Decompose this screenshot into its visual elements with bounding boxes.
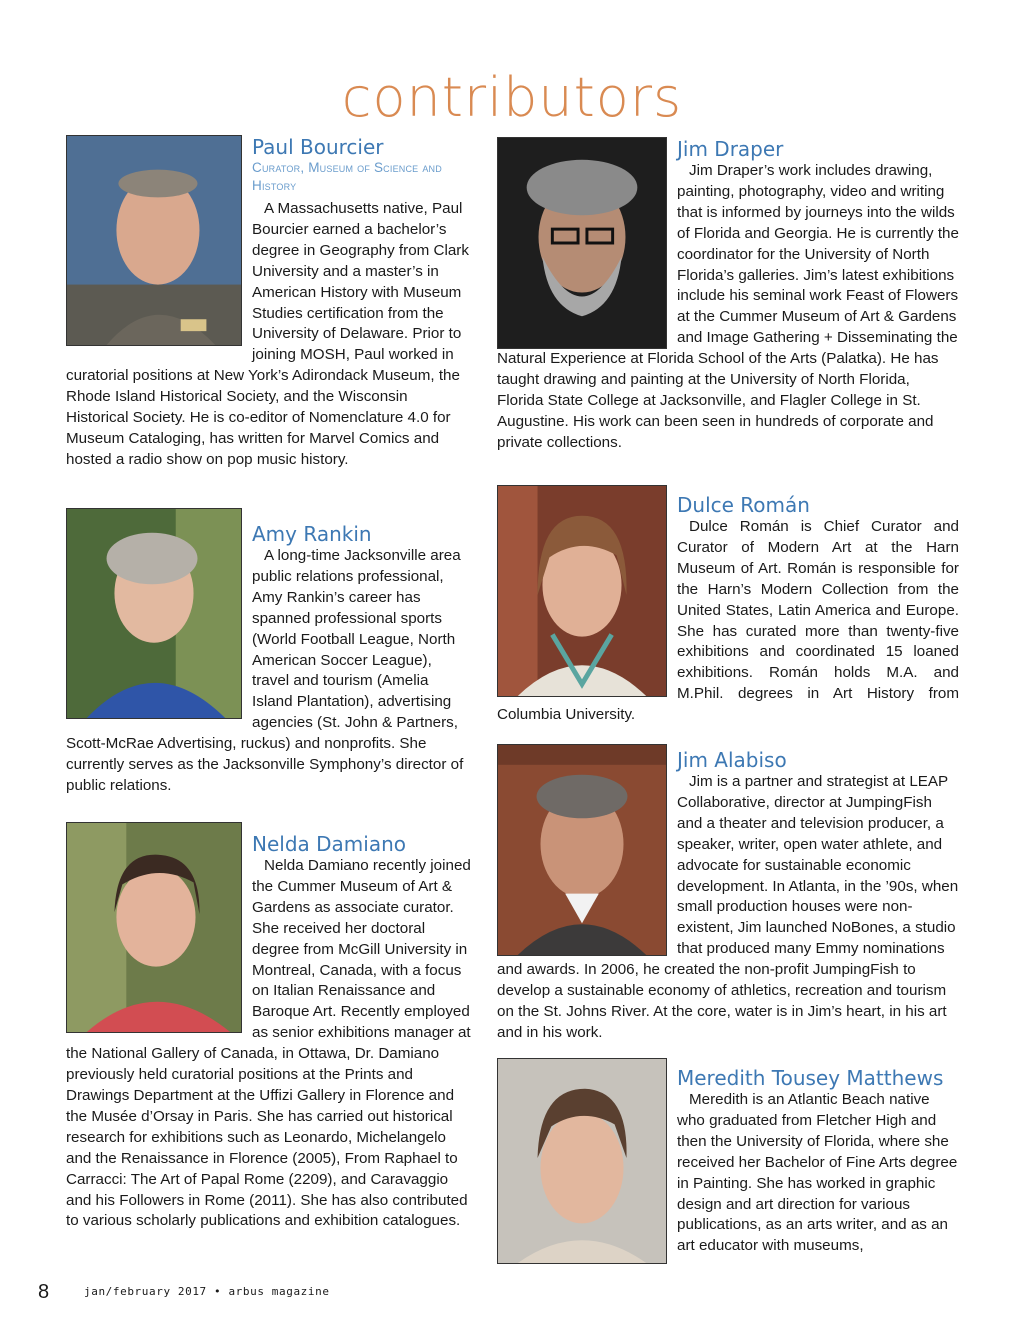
- contributor-bio: A Massachusetts native, Paul Bourcier earned a bachelor’s degree in Geography from Clark University and a master’s in American History with Museum Studies certification from the University of Delaware. Prior to joining MOSH, Paul worked in curatorial positions at New York’s Adirondack Museum, the Rhode Island Historical Society, and the Wisconsin Historical Society. He is co-editor of Nomenclature 4.0 for Museum Cataloging, has written for Marvel Comics and hosted a radio show on pop music history.: [66, 200, 469, 468]
- contributor-bio: Dulce Román is Chief Curator and Curator of Modern Art at the Harn Museum of Art. Román is responsible for the Harn’s Modern Collection from the United States, Latin America and Europe. She has curated more than twenty-five exhibitions and coordinated 15 loaned exhibitions. Román holds M.A. and M.Phil. degrees in Art History from Columbia University.: [497, 518, 959, 724]
- contributor-name: Jim Alabiso: [677, 748, 787, 772]
- page-number: 8: [38, 1281, 50, 1303]
- contributor-name: Dulce Román: [677, 493, 810, 517]
- portrait-photo: [497, 1058, 667, 1264]
- contributor-bio: Nelda Damiano recently joined the Cummer Museum of Art & Gardens as associate curator. She received her doctoral degree from McGill University in Montreal, Canada, with a focus on Italian Renaissance and Baroque Art. Recently employed as senior exhibitions manager at the National Gallery of Canada, in Ottawa, Dr. Damiano previously held curatorial positions at the Prints and Drawings Department at the Uffizi Gallery in Florence and the Musée d’Orsay in Paris. She has carried out historical research for exhibitions such as Leonardo, Michelangelo and the Renaissance in Florence (2005), From Raphael to Carracci: The Art of Papal Rome (2209), and Caravaggio and his Followers in Rome (2011). She has also contributed to various scholarly publications and exhibition catalogues.: [66, 857, 471, 1230]
- contributor-paul-bourcier: [66, 135, 472, 471]
- contributor-nelda-damiano: [66, 822, 474, 1232]
- contributor-name: Meredith Tousey Matthews: [677, 1066, 944, 1090]
- contributor-bio: Meredith is an Atlantic Beach native who graduated from Fletcher High and then the University of Florida, where she received her Bachelor of Fine Arts degree in Painting. She has worked in graphic design and art direction for various publications, as an arts writer, and as an art educator with museums,: [677, 1091, 958, 1255]
- portrait-photo: [497, 744, 667, 956]
- portrait-photo: [497, 485, 667, 697]
- portrait-photo: [66, 508, 242, 719]
- contributor-meredith-tousey-matthews: [497, 1058, 959, 1264]
- contributor-bio: Jim Draper’s work includes drawing, painting, photography, video and writing that is informed by journeys into the wilds of Florida and Georgia. He is currently the coordinator for the University of North Florida’s galleries. Jim’s latest exhibitions include his seminal work Feast of Flowers at the Cummer Museum of Art & Gardens and Image Gathering + Disseminating the Natural Experience at Florida School of the Arts (Palatka). He has taught drawing and painting at the University of North Florida, Florida State College at Jacksonville, and Flagler College in St. Augustine. His work can been seen in hundreds of corporate and private collections.: [497, 162, 959, 451]
- contributor-amy-rankin: [66, 508, 470, 797]
- contributor-name: Paul Bourcier: [252, 135, 384, 159]
- portrait-photo: [66, 135, 242, 346]
- contributor-bio: Jim is a partner and strategist at LEAP Collaborative, director at JumpingFish and a theater and television producer, a speaker, writer, open water athlete, and advocate for sustainable economic development. In Atlanta, in the ’90s, when small production houses were non-existent, Jim launched NoBones, a studio that produced many Emmy nominations and awards. In 2006, he created the non-profit JumpingFish to develop a sustainable economy of athletics, recreation and tourism on the St. Johns River. At the core, water is in Jim’s heart, in his art and in his work.: [497, 773, 959, 1041]
- portrait-photo: [66, 822, 242, 1033]
- contributor-name: Nelda Damiano: [252, 832, 406, 856]
- footer-issue-line: jan/february 2017 • arbus magazine: [84, 1285, 330, 1298]
- contributor-bio: A long-time Jacksonville area public relations professional, Amy Rankin’s career has spanned professional sports (World Football League, North American Soccer League), travel and tourism (Amelia Island Plantation), advertising agencies (St. John & Partners, Scott-McRae Advertising, ruckus) and nonprofits. She currently serves as the Jacksonville Symphony’s director of public relations.: [66, 547, 464, 794]
- contributor-jim-draper: [497, 137, 959, 454]
- contributor-name: Amy Rankin: [252, 522, 372, 546]
- contributor-role: Curator, Museum of Science and History: [252, 160, 442, 193]
- portrait-photo: [497, 137, 667, 349]
- contributor-jim-alabiso: [497, 744, 959, 1044]
- contributor-dulce-roman: [497, 485, 959, 726]
- page-title: contributors: [341, 66, 683, 129]
- contributor-name: Jim Draper: [677, 137, 784, 161]
